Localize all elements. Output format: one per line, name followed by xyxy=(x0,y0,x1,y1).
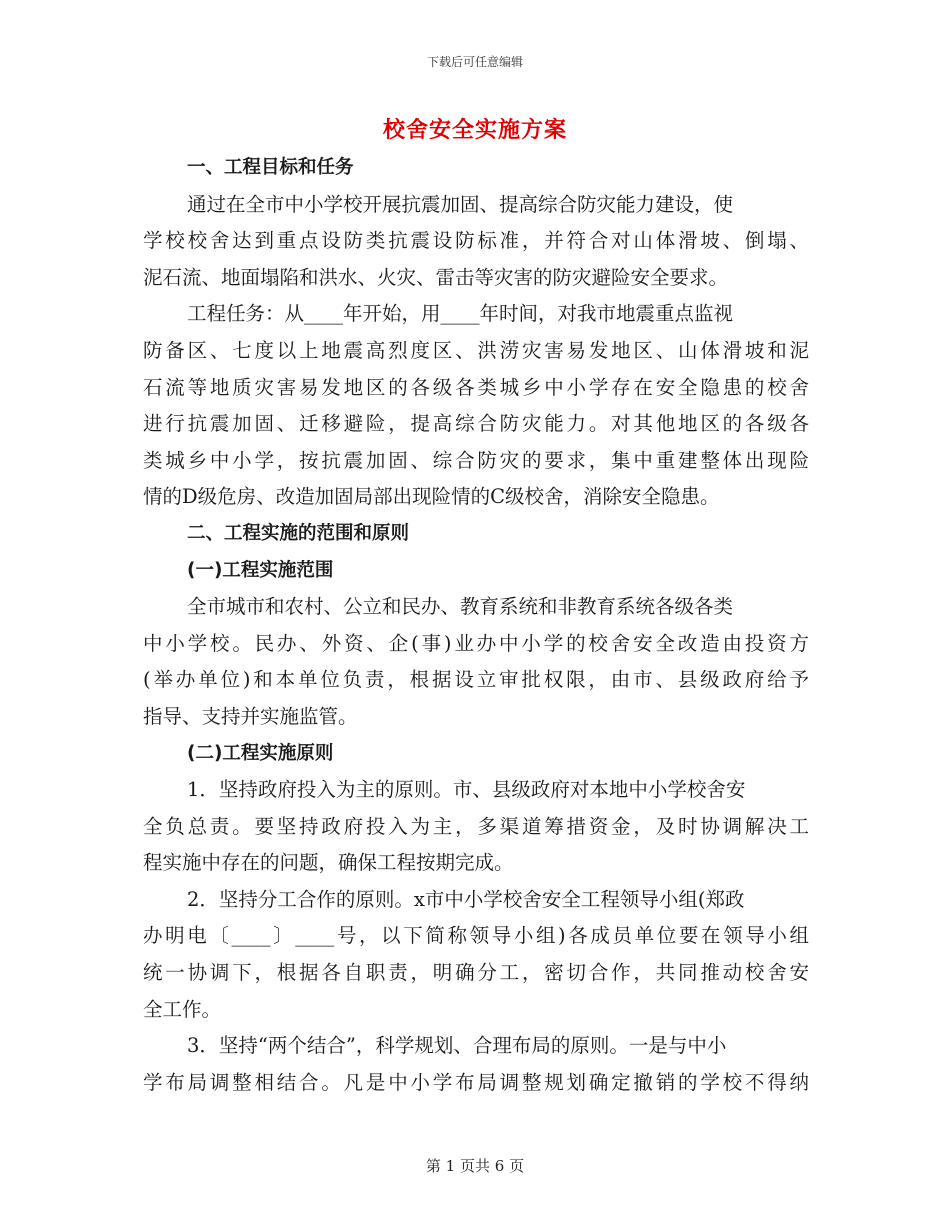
text-line: 2．坚持分工合作的原则。x市中小学校舍安全工程领导小组(郑政 xyxy=(187,887,745,911)
text-line: 学布局调整相结合。凡是中小学布局调整规划确定撤销的学校不得纳 xyxy=(143,1070,809,1094)
text-line: 中小学校。民办、外资、企(事)业办中小学的校舍安全改造由投资方 xyxy=(143,631,809,655)
text-line: 进行抗震加固、迁移避险，提高综合防灾能力。对其他地区的各级各 xyxy=(143,412,809,436)
text-line: 工程任务：从____年开始，用____年时间，对我市地震重点监视 xyxy=(187,302,734,326)
page-header-note: 下载后可任意编辑 xyxy=(426,55,523,69)
text-line: 办明电〔____〕____号，以下简称领导小组)各成员单位要在领导小组 xyxy=(143,924,809,948)
document-title: 校舍安全实施方案 xyxy=(382,117,567,143)
text-line: 泥石流、地面塌陷和洪水、火灾、雷击等灾害的防灾避险安全要求。 xyxy=(143,265,729,289)
text-line: 防备区、七度以上地震高烈度区、洪涝灾害易发地区、山体滑坡和泥 xyxy=(143,338,809,362)
text-line: 全工作。 xyxy=(143,997,222,1021)
text-line: 程实施中存在的问题，确保工程按期完成。 xyxy=(143,851,514,875)
text-line: 1．坚持政府投入为主的原则。市、县级政府对本地中小学校舍安 xyxy=(187,778,746,802)
text-line: 类城乡中小学，按抗震加固、综合防灾的要求，集中重建整体出现险 xyxy=(143,448,809,472)
text-line: 情的D级危房、改造加固局部出现险情的C级校舍，消除安全隐患。 xyxy=(143,485,720,509)
text-line: 3．坚持“两个结合”，科学规划、合理布局的原则。一是与中小 xyxy=(187,1034,727,1058)
text-line: 全负总责。要坚持政府投入为主，多渠道筹措资金，及时协调解决工 xyxy=(143,814,809,838)
page-footer: 第 1 页共 6 页 xyxy=(425,1157,525,1175)
text-line: (一)工程实施范围 xyxy=(187,559,334,581)
text-line: 学校校舍达到重点设防类抗震设防标准，并符合对山体滑坡、倒塌、 xyxy=(143,229,809,253)
text-line: 通过在全市中小学校开展抗震加固、提高综合防灾能力建设，使 xyxy=(187,192,734,216)
text-line: (二)工程实施原则 xyxy=(187,742,334,764)
text-line: 石流等地质灾害易发地区的各级各类城乡中小学存在安全隐患的校舍 xyxy=(143,375,809,399)
text-line: 二、工程实施的范围和原则 xyxy=(187,522,410,544)
text-line: 统一协调下，根据各自职责，明确分工，密切合作，共同推动校舍安 xyxy=(143,961,809,985)
text-line: (举办单位)和本单位负责，根据设立审批权限，由市、县级政府给予 xyxy=(143,668,809,692)
text-line: 一、工程目标和任务 xyxy=(187,157,354,178)
document-body xyxy=(143,150,809,1101)
text-line: 指导、支持并实施监管。 xyxy=(143,704,358,728)
text-line: 全市城市和农村、公立和民办、教育系统和非教育系统各级各类 xyxy=(187,595,734,619)
